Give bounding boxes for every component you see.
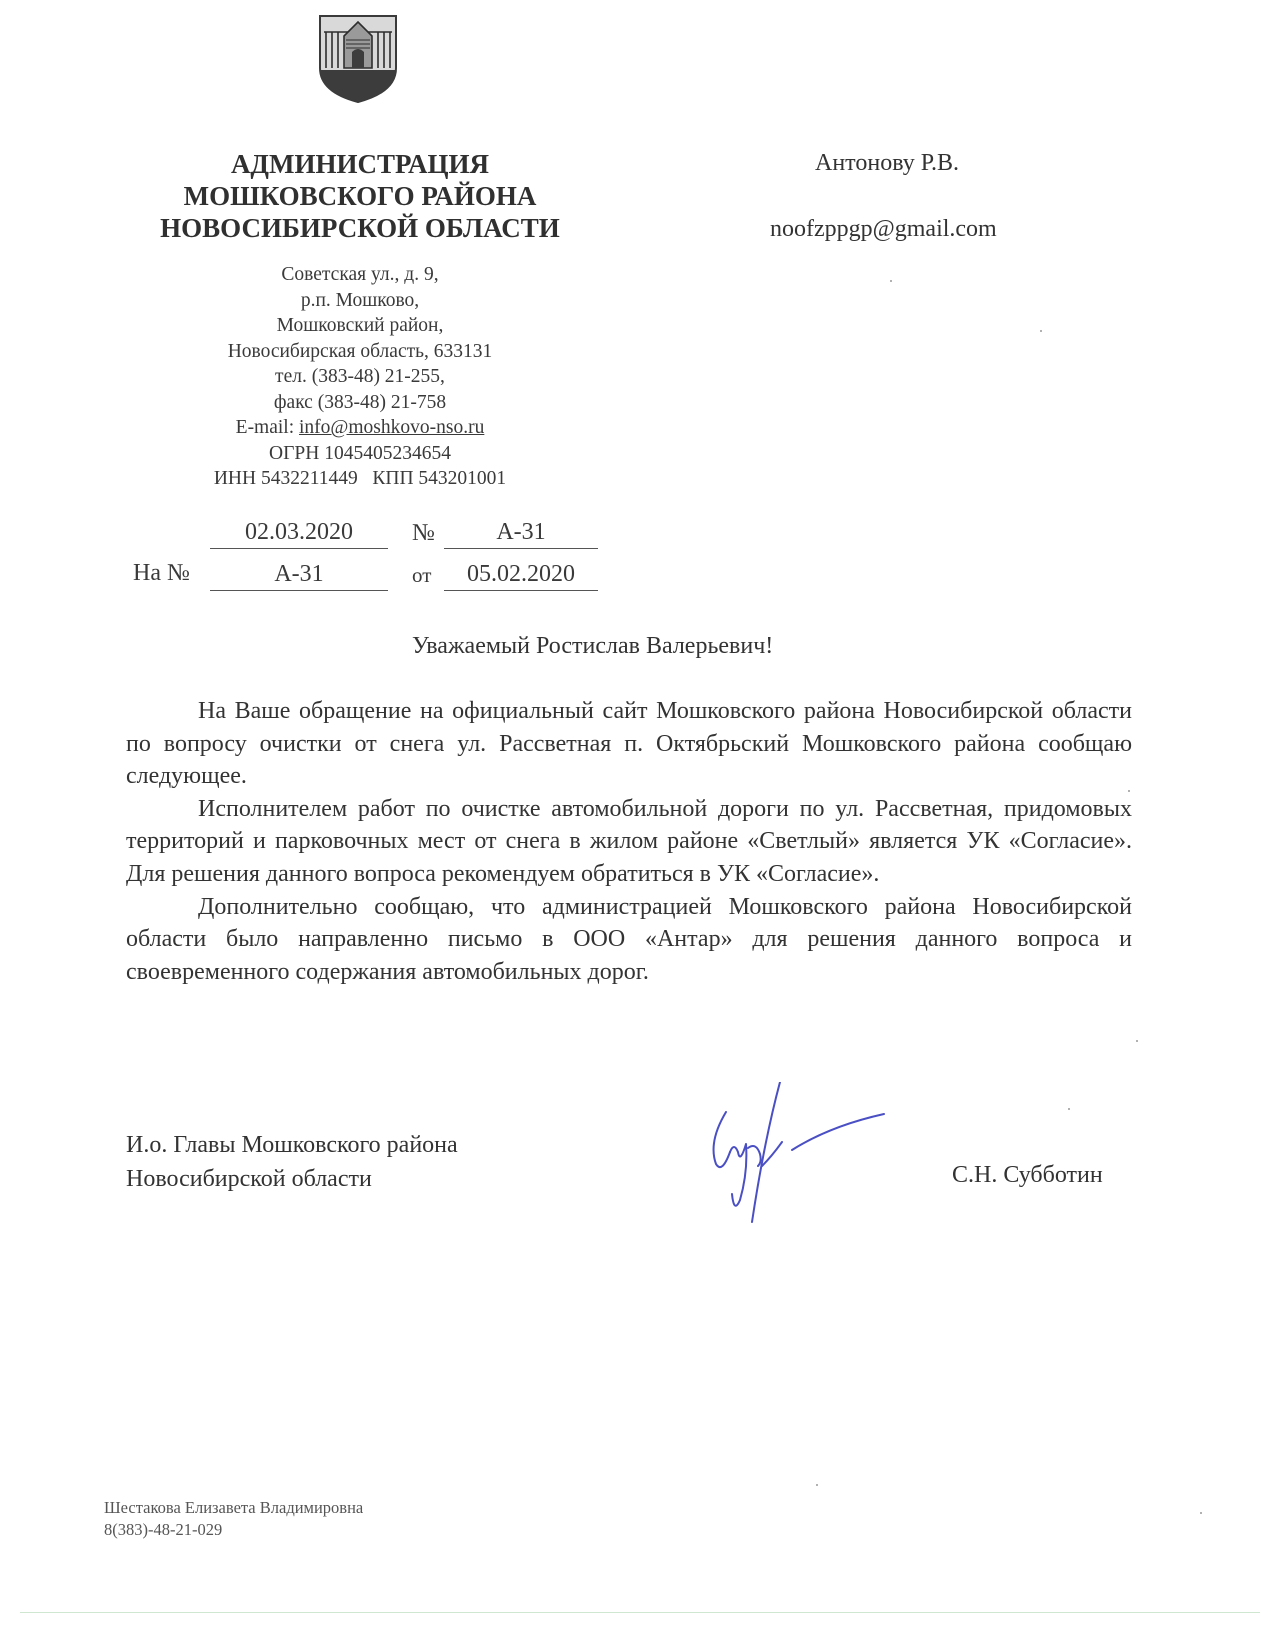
org-line-1: АДМИНИСТРАЦИЯ	[230, 149, 490, 179]
executor-name: Шестакова Елизавета Владимировна	[104, 1498, 364, 1517]
org-line-3: НОВОСИБИРСКОЙ ОБЛАСТИ	[160, 213, 560, 243]
coat-of-arms-emblem	[316, 12, 400, 104]
page-bottom-line	[20, 1612, 1260, 1613]
body-paragraph: Исполнителем работ по очистке автомобильной дороги по ул. Рассветная, придомовых территорий и парковочных мест от снега в жилом районе «Светлый» является УК «Согласие». Для решения данного вопроса рекомендуем обратиться в УК «Согласие».	[126, 795, 1132, 887]
org-email-link[interactable]: info@moshkovo-nso.ru	[299, 417, 485, 438]
number-label: №	[412, 520, 435, 546]
reply-number-label: На №	[133, 560, 190, 586]
outgoing-date-field: 02.03.2020	[210, 516, 388, 549]
from-label: от	[412, 563, 432, 587]
executor-phone: 8(383)-48-21-029	[104, 1520, 223, 1539]
scan-speck	[816, 1484, 818, 1486]
organization-title	[130, 148, 590, 244]
scan-speck	[1128, 790, 1130, 792]
email-line	[150, 415, 570, 441]
address-block	[150, 262, 570, 492]
position-line: Новосибирской области	[126, 1166, 372, 1192]
address-line: Новосибирская область, 633131	[227, 340, 493, 362]
body-paragraph: Дополнительно сообщаю, что администрацией Мошковского района Новосибирской области было направленно письмо в ООО «Антар» для решения данного вопроса и своевременного содержания автомобильных дорог.	[126, 893, 1132, 985]
signatory-position	[126, 1128, 458, 1196]
outgoing-number-field: А-31	[444, 516, 598, 549]
org-line-2: МОШКОВСКОГО РАЙОНА	[183, 181, 537, 211]
scan-speck	[1068, 1108, 1070, 1110]
executor-block	[104, 1497, 363, 1541]
phone-line: тел. (383-48) 21-255,	[275, 366, 445, 387]
position-line: И.о. Главы Мошковского района	[126, 1132, 458, 1158]
scan-speck	[890, 280, 892, 282]
ogrn-line: ОГРН 1045405234654	[269, 442, 451, 464]
handwritten-signature	[700, 1082, 900, 1232]
scan-speck	[1136, 1040, 1138, 1042]
scan-speck	[1200, 1512, 1202, 1514]
recipient-name: Антонову Р.В.	[815, 150, 960, 176]
inn-kpp-line: ИНН 5432211449 КПП 543201001	[213, 468, 507, 489]
address-line: Советская ул., д. 9,	[281, 264, 439, 285]
signatory-name: С.Н. Субботин	[952, 1162, 1103, 1188]
address-line: р.п. Мошково,	[300, 289, 420, 311]
email-label: E-mail:	[235, 417, 300, 438]
scan-speck	[1040, 330, 1042, 332]
reply-date-field: 05.02.2020	[444, 558, 598, 591]
address-line: Мошковский район,	[276, 315, 444, 336]
recipient-email: noofzppgp@gmail.com	[770, 216, 997, 242]
body-paragraph: На Ваше обращение на официальный сайт Мошковского района Новосибирской области по вопросу очистки от снега ул. Рассветная п. Октябрьский Мошковского района сообщаю следующее.	[126, 698, 1132, 790]
salutation: Уважаемый Ростислав Валерьевич!	[412, 633, 774, 659]
letter-body	[126, 695, 1132, 988]
reply-number-field: А-31	[210, 558, 388, 591]
fax-line: факс (383-48) 21-758	[273, 391, 447, 413]
